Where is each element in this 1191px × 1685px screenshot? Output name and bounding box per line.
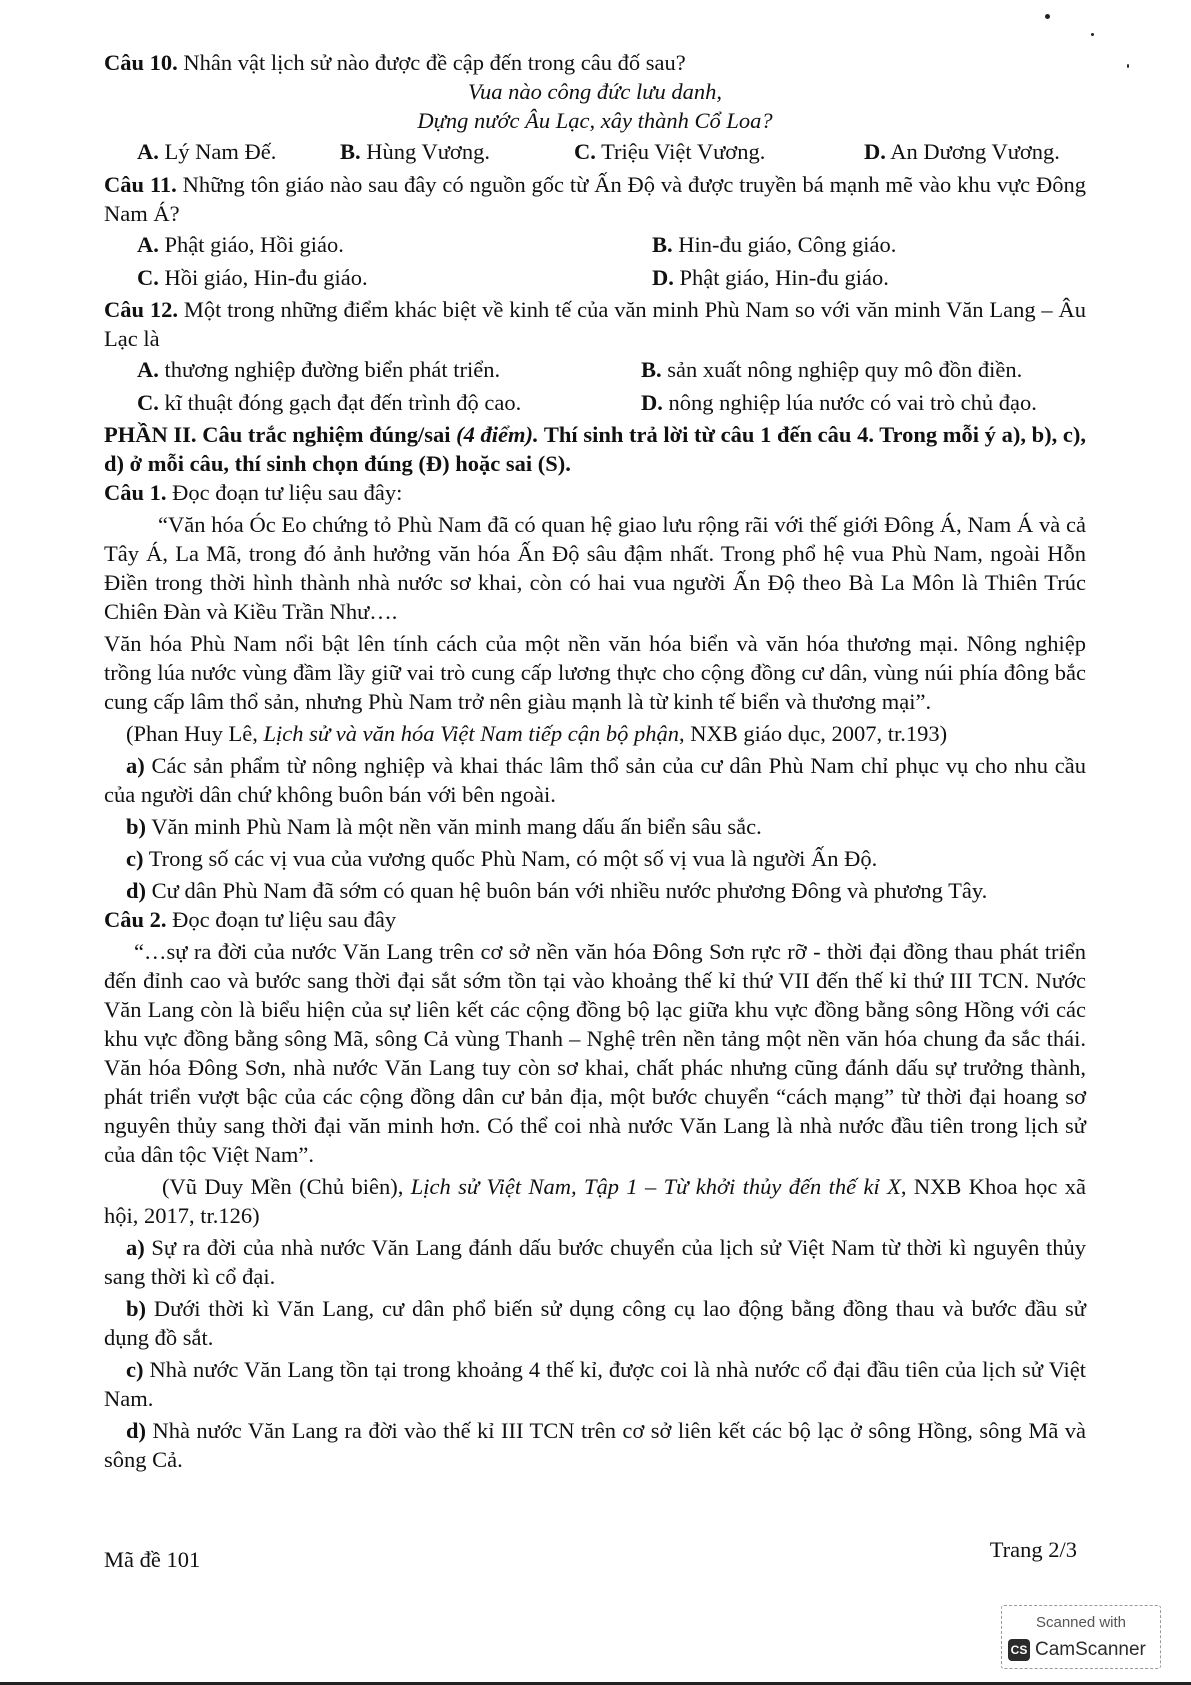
scan-speck xyxy=(1091,33,1094,36)
question-label: Câu 12. xyxy=(104,297,178,322)
option-d: D. An Dương Vương. xyxy=(864,139,1060,164)
option-c: C. Hồi giáo, Hin-đu giáo. xyxy=(137,265,368,290)
statement-d: d) Cư dân Phù Nam đã sớm có quan hệ buôn bán với nhiều nước phương Đông và phương Tây. xyxy=(126,878,988,903)
riddle-line-1: Vua nào công đức lưu danh, xyxy=(467,79,723,104)
source-paragraph-1: “Văn hóa Óc Eo chứng tỏ Phù Nam đã có quan hệ giao lưu rộng rãi với thế giới Đông Á, Nam Á và cả Tây Á, La Mã, trong đó ảnh hưởng văn hóa Ấn Độ sâu đậm nhất. Trong phổ hệ vua Phù Nam, ngoài Hỗn Điền trong thời hình thành nhà nước sơ khai, còn có hai vua người Ấn Độ theo Bà La Môn là Thiên Trúc Chiên Đàn và Kiều Trần Như…. xyxy=(104,512,1086,624)
statement-c: c) Trong số các vị vua của vương quốc Phù Nam, có một số vị vua là người Ấn Độ. xyxy=(126,846,878,871)
option-a: A. Lý Nam Đế. xyxy=(137,139,277,164)
source-paragraph-2: Văn hóa Phù Nam nổi bật lên tính cách của một nền văn hóa biển và văn hóa thương mại. Nông nghiệp trồng lúa nước vùng đầm lầy giữ vai trò cung cấp lương thực cho cộng đồng cư dân, vùng núi phía đông bắc cung cấp lâm thổ sản, nhưng Phù Nam trở nên giàu mạnh là từ kinh tế biển và thương mại”. xyxy=(104,631,1086,714)
option-d: D. Phật giáo, Hin-đu giáo. xyxy=(652,265,889,290)
option-c: C. Triệu Việt Vương. xyxy=(574,139,766,164)
camscanner-watermark xyxy=(1001,1605,1161,1669)
question-label: Câu 2. xyxy=(104,907,167,932)
part-2-question-1: Câu 1. Đọc đoạn tư liệu sau đây: xyxy=(104,480,403,505)
watermark-caption: Scanned with xyxy=(1035,1614,1127,1631)
question-10-options xyxy=(104,137,1086,166)
question-12-options xyxy=(104,355,1086,417)
option-d: D. nông nghiệp lúa nước có vai trò chủ đạo. xyxy=(641,390,1037,415)
question-stem: Nhân vật lịch sử nào được đề cập đến trong câu đố sau? xyxy=(183,50,686,75)
scan-speck xyxy=(1045,14,1050,19)
riddle-line-2: Dựng nước Âu Lạc, xây thành Cổ Loa? xyxy=(417,108,773,133)
question-12 xyxy=(104,295,1086,353)
question-label: Câu 1. xyxy=(104,480,167,505)
option-a: A. Phật giáo, Hồi giáo. xyxy=(137,232,344,257)
exam-code: Mã đề 101 xyxy=(104,1547,201,1572)
source-paragraph-1: “…sự ra đời của nước Văn Lang trên cơ sở nền văn hóa Đông Sơn rực rỡ - thời đại đồng thau phát triển đến đỉnh cao và bước sang thời đại sắt sớm tồn tại vào khoảng thế kỉ thứ VII đến thế kỉ thứ III TCN. Nước Văn Lang còn là biểu hiện của sự liên kết các cộng đồng bộ lạc giữa khu vực đồng bằng sông Hồng với các khu vực đồng bằng sông Mã, sông Cả vùng Thanh – Nghệ trên nền tảng một nền văn hóa chung đa sắc thái. Văn hóa Đông Sơn, nhà nước Văn Lang tuy còn sơ khai, chất phác nhưng cũng đánh dấu sự trưởng thành, phát triển vượt bậc của các cộng đồng dân cư bản địa, một bước chuyển “cách mạng” từ thời đại hoang sơ nguyên thủy sang thời đại văn minh hơn. Có thể coi nhà nước Văn Lang là nhà nước đầu tiên trong lịch sử của dân tộc Việt Nam”. xyxy=(104,939,1086,1167)
question-11-options xyxy=(104,230,1086,292)
question-10 xyxy=(104,48,1086,77)
camscanner-logo-icon: CS xyxy=(1008,1639,1030,1661)
scan-speck xyxy=(1127,64,1129,68)
option-b: B. Hin-đu giáo, Công giáo. xyxy=(652,232,897,257)
watermark-brand: CamScanner xyxy=(1035,1639,1146,1660)
page-number: Trang 2/3 xyxy=(989,1537,1077,1562)
question-label: Câu 11. xyxy=(104,172,177,197)
statement-a: a) Các sản phẩm từ nông nghiệp và khai thác lâm thổ sản của cư dân Phù Nam chỉ phục vụ cho nhu cầu của người dân chứ không buôn bán với bên ngoài. xyxy=(104,753,1087,807)
statement-b: b) Văn minh Phù Nam là một nền văn minh mang dấu ấn biển sâu sắc. xyxy=(126,814,762,839)
question-label: Câu 10. xyxy=(104,50,178,75)
option-c: C. kĩ thuật đóng gạch đạt đến trình độ cao. xyxy=(137,390,522,415)
statement-b: b) Dưới thời kì Văn Lang, cư dân phổ biến sử dụng công cụ lao động bằng đồng thau và bước đầu sử dụng đồ sắt. xyxy=(104,1296,1086,1350)
statement-c: c) Nhà nước Văn Lang tồn tại trong khoảng 4 thế kỉ, được coi là nhà nước cổ đại đầu tiên của lịch sử Việt Nam. xyxy=(104,1357,1086,1411)
exam-page xyxy=(104,48,1086,1474)
source-citation: (Phan Huy Lê, Lịch sử và văn hóa Việt Nam tiếp cận bộ phận, NXB giáo dục, 2007, tr.193) xyxy=(126,721,948,746)
question-stem: Những tôn giáo nào sau đây có nguồn gốc từ Ấn Độ và được truyền bá mạnh mẽ vào khu vực Đông Nam Á? xyxy=(104,172,1086,226)
statement-d: d) Nhà nước Văn Lang ra đời vào thế kỉ III TCN trên cơ sở liên kết các bộ lạc ở sông Hồng, sông Mã và sông Cả. xyxy=(104,1418,1086,1472)
part-2-question-2: Câu 2. Đọc đoạn tư liệu sau đây xyxy=(104,907,397,932)
source-citation: (Vũ Duy Mền (Chủ biên), Lịch sử Việt Nam, Tập 1 – Từ khởi thủy đến thế kỉ X, NXB Khoa học xã hội, 2017, tr.126) xyxy=(104,1174,1087,1228)
question-11 xyxy=(104,170,1086,228)
question-stem: Một trong những điểm khác biệt về kinh tế của văn minh Phù Nam so với văn minh Văn Lang – Âu Lạc là xyxy=(104,297,1087,351)
option-b: B. sản xuất nông nghiệp quy mô đồn điền. xyxy=(641,357,1023,382)
option-b: B. Hùng Vương. xyxy=(340,139,490,164)
statement-a: a) Sự ra đời của nhà nước Văn Lang đánh dấu bước chuyển của lịch sử Việt Nam từ thời kì nguyên thủy sang thời kì cổ đại. xyxy=(104,1235,1086,1289)
part-2-heading: PHẦN II. Câu trắc nghiệm đúng/sai (4 điểm). Thí sinh trả lời từ câu 1 đến câu 4. Trong mỗi ý a), b), c), d) ở mỗi câu, thí sinh chọn đúng (Đ) hoặc sai (S). xyxy=(104,422,1087,476)
option-a: A. thương nghiệp đường biển phát triển. xyxy=(137,357,501,382)
